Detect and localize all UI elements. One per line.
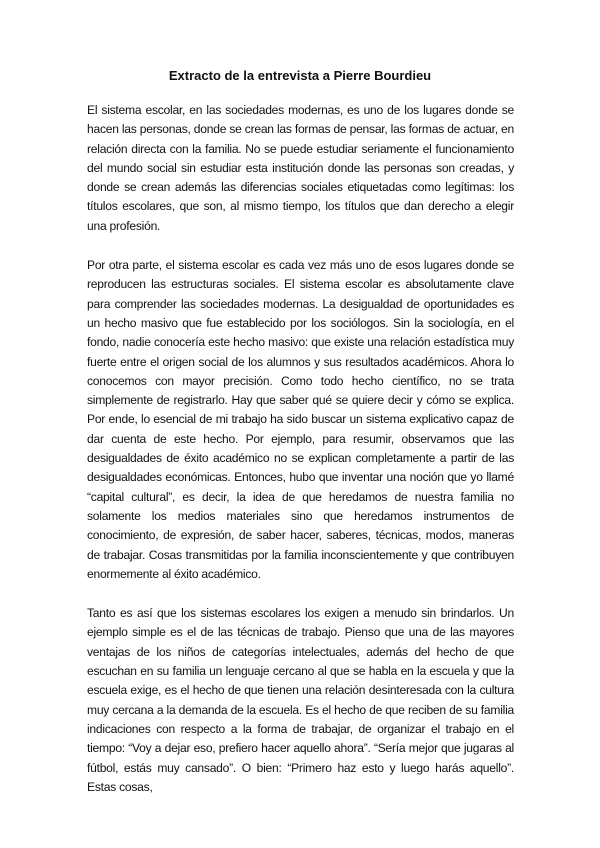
paragraph-3: Tanto es así que los sistemas escolares los exigen a menudo sin brindarlos. Un ejemplo simple es el de las técnicas de trabajo. Pienso que una de las mayores ventajas de los niños de categorías intelectuales, además del hecho de que escuchan en su familia un lenguaje cercano al que se habla en la escuela y que la escuela exige, es el hecho de que tienen una relación desinteresada con la cultura muy cercana a la demanda de la escuela. Es el hecho de que reciben de su familia indicaciones con respecto a la forma de trabajar, de organizar el trabajo en el tiempo: “Voy a dejar eso, prefiero hacer aquello ahora”. “Sería mejor que jugaras al fútbol, estás muy cansado”. O bien: “Primero haz esto y luego harás aquello”. Estas cosas, xyxy=(87,606,514,794)
document-title: Extracto de la entrevista a Pierre Bourdieu xyxy=(168,68,432,83)
paragraph-1: El sistema escolar, en las sociedades modernas, es uno de los lugares donde se hacen las personas, donde se crean las formas de pensar, las formas de actuar, en relación directa con la familia. No se puede estudiar seriamente el funcionamiento del mundo social sin estudiar esta institución donde las personas son creadas, y donde se crean además las diferencias sociales etiquetadas como legítimas: los títulos escolares, que son, al mismo tiempo, los títulos que dan derecho a elegir una profesión. xyxy=(87,103,514,233)
document-body xyxy=(87,101,514,817)
paragraph-2: Por otra parte, el sistema escolar es cada vez más uno de esos lugares donde se reproducen las estructuras sociales. El sistema escolar es absolutamente clave para comprender las sociedades modernas. La desigualdad de oportunidades es un hecho masivo que fue establecido por los sociólogos. Sin la sociología, en el fondo, nadie conocería este hecho masivo: que existe una relación estadística muy fuerte entre el origen social de los alumnos y sus resultados académicos. Ahora lo conocemos con mayor precisión. Como todo hecho científico, no se trata simplemente de registrarlo. Hay que saber qué se quiere decir y cómo se explica. Por ende, lo esencial de mi trabajo ha sido buscar un sistema explicativo capaz de dar cuenta de este hecho. Por ejemplo, para resumir, observamos que las desigualdades de éxito académico no se explican completamente a partir de las desigualdades económicas. Entonces, hubo que inventar una noción que yo llamé “capital cultural”, es decir, la idea de que heredamos de nuestra familia no solamente los medios materiales sino que heredamos instrumentos de conocimiento, de expresión, de saber hacer, saberes, técnicas, modos, maneras de trabajar. Cosas transmitidas por la familia inconscientemente y que contribuyen enormemente al éxito académico. xyxy=(87,258,514,581)
